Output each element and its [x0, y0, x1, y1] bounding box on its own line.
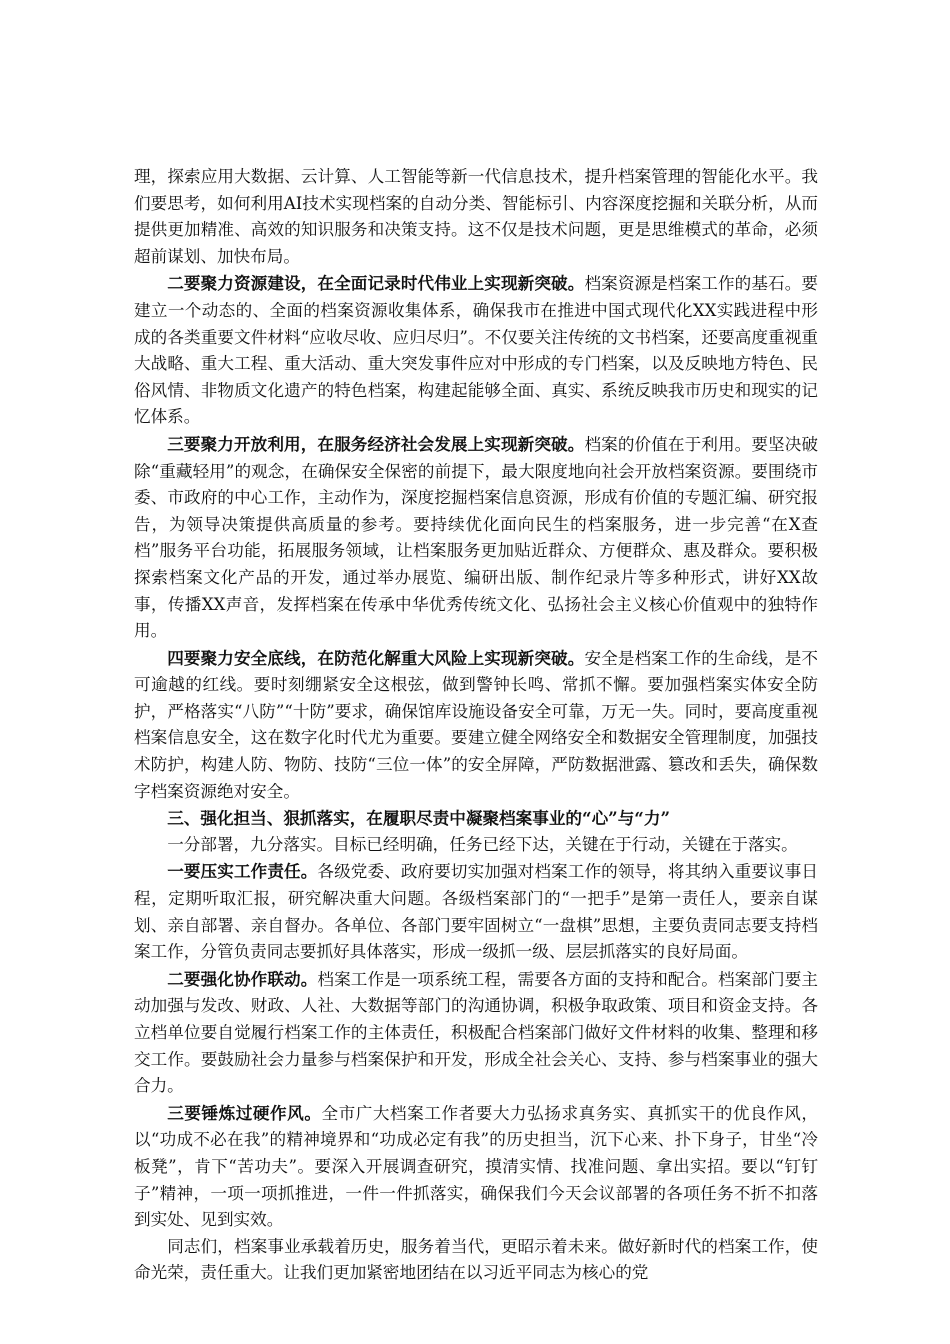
paragraph-lead: 四要聚力安全底线，在防范化解重大风险上实现新突破。 [167, 647, 585, 668]
paragraph-text: 档案的价值在于利用。要坚决破除“重藏轻用”的观念，在确保安全保密的前提下，最大限度地向社会开放档案资源。要围绕市委、市政府的中心工作，主动作为，深度挖掘档案信息资源，形成有价值的专题汇编、研究报告，为领导决策提供高质量的参考。要持续优化面向民生的档案服务，进一步完善“在X查档”服务平台功能，拓展服务领域，让档案服务更加贴近群众、方便群众、惠及群众。要积极探索档案文化产品的开发，通过举办展览、编研出版、制作纪录片等多种形式，讲好XX故事，传播XX声音，发挥档案在传承中华优秀传统文化、弘扬社会主义核心价值观中的独特作用。 [134, 434, 819, 641]
paragraph-2 [134, 270, 818, 431]
paragraph-lead: 三要聚力开放利用，在服务经济社会发展上实现新突破。 [167, 433, 585, 454]
paragraph-4 [134, 645, 818, 806]
document-page [134, 164, 818, 1287]
paragraph-text: 同志们，档案事业承载着历史，服务着当代，更昭示着未来。做好新时代的档案工作，使命光荣，责任重大。让我们更加紧密地团结在以习近平同志为核心的党 [134, 1236, 818, 1283]
paragraph-text: 理，探索应用大数据、云计算、人工智能等新一代信息技术，提升档案管理的智能化水平。我们要思考，如何利用AI技术实现档案的自动分类、智能标引、内容深度挖掘和关联分析，从而提供更加精准、高效的知识服务和决策支持。这不仅是技术问题，更是思维模式的革命，必须超前谋划、加快布局。 [134, 167, 818, 266]
paragraph-text: 档案工作是一项系统工程，需要各方面的支持和配合。档案部门要主动加强与发改、财政、人社、大数据等部门的沟通协调，积极争取政策、项目和资金支持。各立档单位要自觉履行档案工作的主体责任，积极配合档案部门做好文件材料的收集、整理和移交工作。要鼓励社会力量参与档案保护和开发，形成全社会关心、支持、参与档案事业的强大合力。 [134, 969, 819, 1096]
paragraph-1 [134, 164, 818, 270]
paragraph-lead: 一要压实工作责任。 [167, 861, 318, 882]
section-heading-text: 三、强化担当、狠抓落实，在履职尽责中凝聚档案事业的“心”与“力” [167, 808, 670, 829]
paragraph-9 [134, 1100, 818, 1234]
paragraph-text: 安全是档案工作的生命线，是不可逾越的红线。要时刻绷紧安全这根弦，做到警钟长鸣、常抓不懈。要加强档案实体安全防护，严格落实“八防”“十防”要求，确保馆库设施设备安全可靠，万无一失。同时，要高度重视档案信息安全，这在数字化时代尤为重要。要建立健全网络安全和数据安全管理制度，加强技术防护，构建人防、物防、技防“三位一体”的安全屏障，严防数据泄露、篡改和丢失，确保数字档案资源绝对安全。 [134, 648, 819, 801]
section-heading [134, 805, 818, 832]
paragraph-10 [134, 1234, 818, 1287]
paragraph-lead: 三要锤炼过硬作风。 [167, 1102, 322, 1123]
paragraph-text: 一分部署，九分落实。目标已经明确，任务已经下达，关键在于行动，关键在于落实。 [167, 834, 798, 854]
paragraph-3 [134, 431, 818, 645]
paragraph-text: 各级党委、政府要切实加强对档案工作的领导，将其纳入重要议事日程，定期听取汇报，研究解决重大问题。各级档案部门的“一把手”是第一责任人，要亲自谋划、亲自部署、亲自督办。各单位、各部门要牢固树立“一盘棋”思想，主要负责同志要支持档案工作，分管负责同志要抓好具体落实，形成一级抓一级、层层抓落实的良好局面。 [134, 862, 819, 962]
paragraph-7 [134, 858, 818, 965]
paragraph-6 [134, 832, 818, 859]
paragraph-text: 全市广大档案工作者要大力弘扬求真务实、真抓实干的优良作风，以“功成不必在我”的精神境界和“功成必定有我”的历史担当，沉下心来、扑下身子，甘坐“冷板凳”，肯下“苦功夫”。要深入开展调查研究，摸清实情、找准问题、拿出实招。要以“钉钉子”精神，一项一项抓推进，一件一件抓落实，确保我们今天会议部署的各项任务不折不扣落到实处、见到实效。 [134, 1103, 819, 1230]
paragraph-text: 档案资源是档案工作的基石。要建立一个动态的、全面的档案资源收集体系，确保我市在推进中国式现代化XX实践进程中形成的各类重要文件材料“应收尽收、应归尽归”。不仅要关注传统的文书档案，还要高度重视重大战略、重大工程、重大活动、重大突发事件应对中形成的专门档案，以及反映地方特色、民俗风情、非物质文化遗产的特色档案，构建起能够全面、真实、系统反映我市历史和现实的记忆体系。 [134, 274, 819, 427]
paragraph-8 [134, 966, 818, 1100]
paragraph-lead: 二要聚力资源建设，在全面记录时代伟业上实现新突破。 [167, 273, 585, 294]
paragraph-lead: 二要强化协作联动。 [167, 968, 318, 989]
